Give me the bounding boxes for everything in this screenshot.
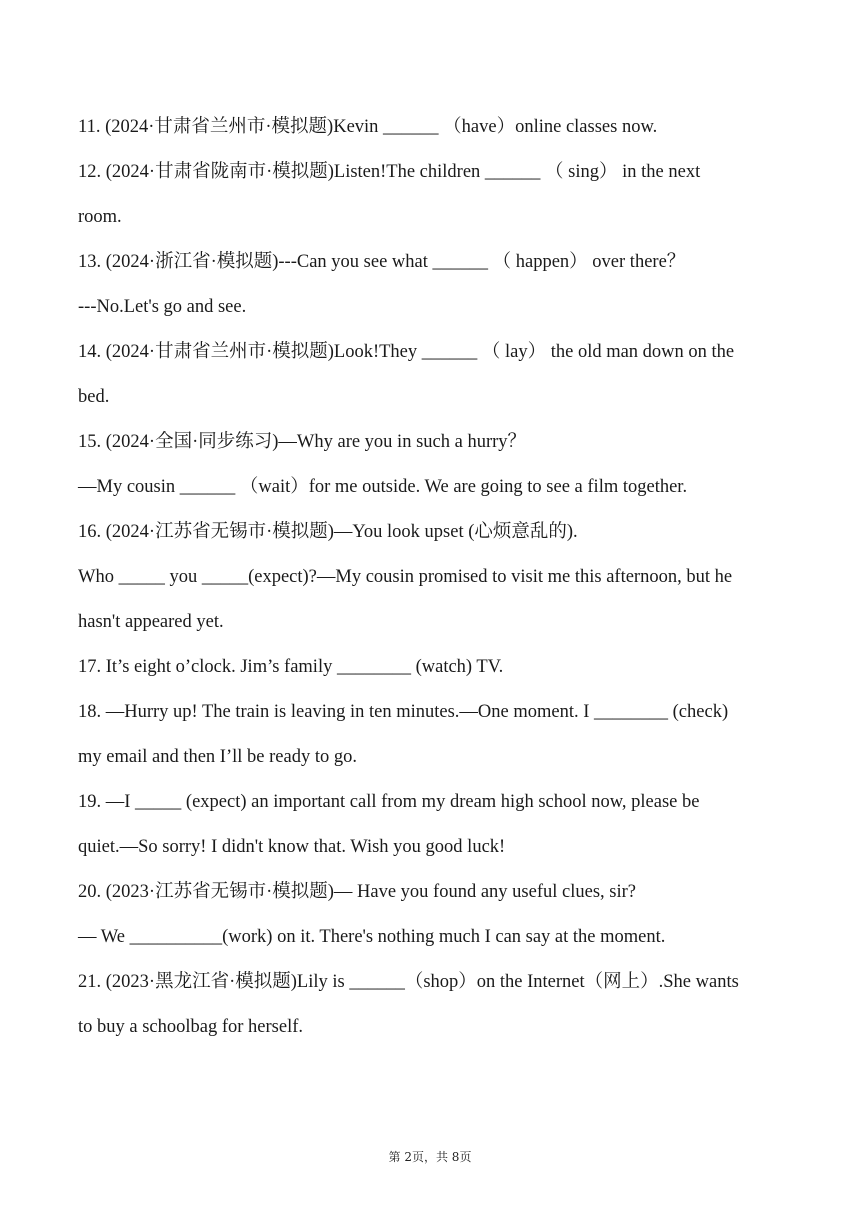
text-line: bed. [78,387,110,407]
text-line: quiet.—So sorry! I didn't know that. Wish you good luck! [78,837,506,857]
text-line: 20. (2023·江苏省无锡市·模拟题)— Have you found any useful clues, sir? [78,882,636,902]
page-number-footer: 第 2页，共 8页 [388,1150,472,1164]
text-line: 14. (2024·甘肃省兰州市·模拟题)Look!They ______ （ lay） the old man down on the [78,342,735,362]
text-line: 15. (2024·全国·同步练习)—Why are you in such a hurry？ [78,432,527,452]
text-line: 21. (2023·黑龙江省·模拟题)Lily is ______（shop）on the Internet（网上）.She wants [78,972,739,992]
text-line: 19. —I _____ (expect) an important call from my dream high school now, please be [78,792,700,812]
text-line: hasn't appeared yet. [78,612,224,632]
exercise-list [78,112,786,1057]
text-line: —My cousin ______ （wait）for me outside. We are going to see a film together. [78,477,688,497]
text-line: my email and then I’ll be ready to go. [78,747,357,767]
text-line: 11. (2024·甘肃省兰州市·模拟题)Kevin ______ （have）online classes now. [78,117,658,137]
text-line: — We __________(work) on it. There's nothing much I can say at the moment. [78,927,666,947]
text-line: Who _____ you _____(expect)?—My cousin promised to visit me this afternoon, but he [78,567,733,587]
text-line: 17. It’s eight o’clock. Jim’s family ________ (watch) TV. [78,657,504,677]
text-line: 16. (2024·江苏省无锡市·模拟题)—You look upset (心烦意乱的). [78,522,578,542]
text-line: 13. (2024·浙江省·模拟题)---Can you see what ______ （ happen） over there？ [78,252,686,272]
text-line: 12. (2024·甘肃省陇南市·模拟题)Listen!The children ______ （ sing） in the next [78,162,701,182]
text-line: 18. —Hurry up! The train is leaving in ten minutes.—One moment. I ________ (check) [78,702,729,722]
text-line: ---No.Let's go and see. [78,297,247,317]
text-line: room. [78,207,122,227]
text-line: to buy a schoolbag for herself. [78,1017,304,1037]
